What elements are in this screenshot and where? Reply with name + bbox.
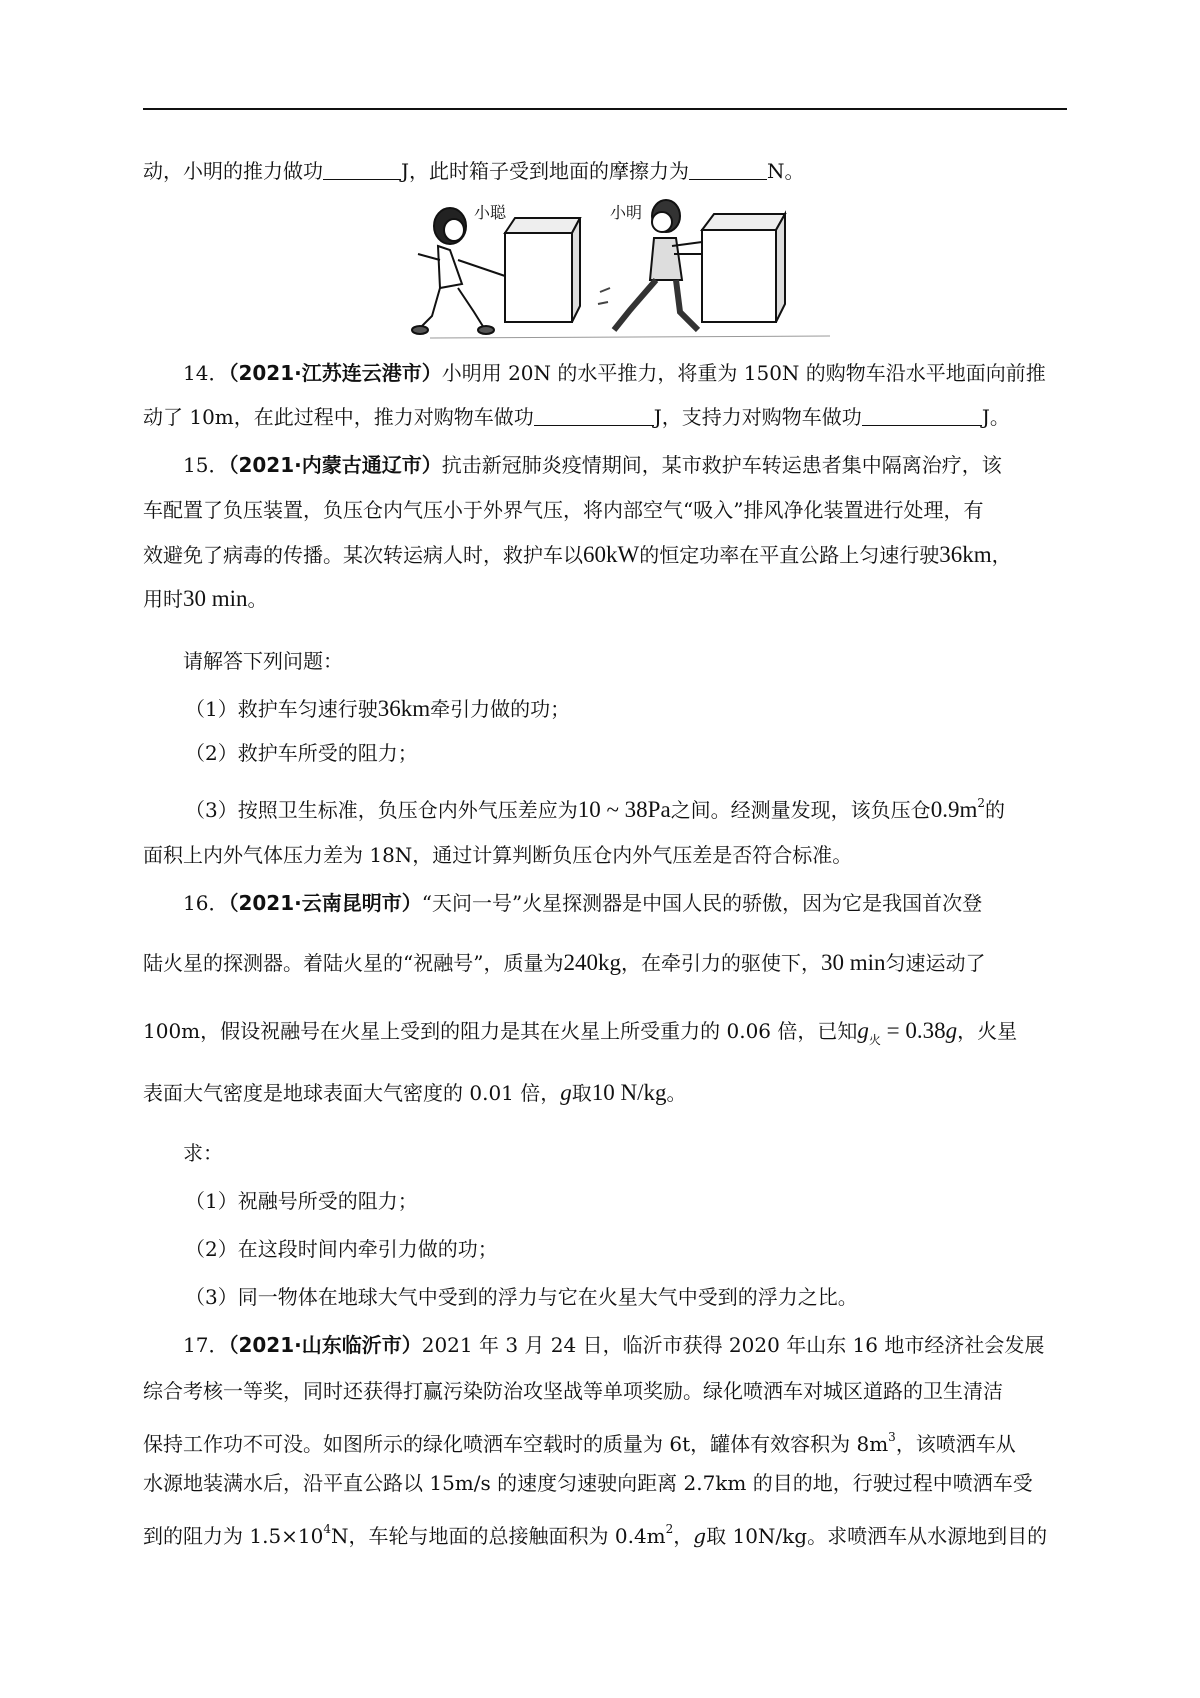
math-expression: 36km — [377, 696, 431, 721]
question-15-sub-2 — [143, 740, 1067, 766]
question-17-line-5 — [143, 1516, 1067, 1549]
question-source: （2021·内蒙古通辽市） — [228, 453, 442, 477]
question-text: 100m，假设祝融号在火星上受到的阻力是其在火星上所受重力的 0.06 倍，已知 — [143, 1019, 858, 1043]
question-text: J。 — [981, 405, 1010, 429]
question-14-line-1 — [143, 360, 1067, 386]
question-15-prompt — [143, 648, 1067, 674]
question-15-line-3 — [143, 542, 1067, 568]
question-15-line-4 — [143, 586, 1067, 612]
question-text: 的恒定功率在平直公路上匀速行驶 — [639, 543, 940, 567]
question-text: 水源地装满水后，沿平直公路以 15m/s 的速度匀速驶向距离 2.7km 的目的地，行驶过程中喷洒车受 — [143, 1471, 1033, 1495]
question-text: （1）祝融号所受的阻力； — [185, 1189, 418, 1213]
answer-blank[interactable] — [862, 407, 982, 426]
question-text: 用时 — [143, 587, 183, 611]
question-16-sub-2 — [143, 1236, 1067, 1262]
math-expression: 240kg — [563, 950, 621, 975]
question-16-line-3 — [143, 1018, 1067, 1053]
question-text: ，该喷洒车从 — [895, 1432, 1016, 1456]
math-variable: g — [560, 1080, 572, 1105]
question-text: ，火星 — [957, 1019, 1018, 1043]
question-source: （2021·江苏连云港市） — [228, 361, 442, 385]
subscript: 火 — [868, 1033, 881, 1047]
question-number: 15． — [183, 453, 229, 477]
question-text: 表面大气密度是地球表面大气密度的 0.01 倍， — [143, 1081, 561, 1105]
math-expression: 30 min — [183, 586, 248, 611]
question-text: （1）救护车匀速行驶 — [185, 697, 378, 721]
figure-label-right: 小明 — [610, 203, 643, 222]
question-text: 请解答下列问题： — [183, 649, 343, 673]
question-16-sub-3 — [143, 1284, 1067, 1310]
answer-blank[interactable] — [323, 161, 401, 180]
question-15-line-2 — [143, 497, 1067, 523]
math-expression: 10 N/kg — [591, 1080, 667, 1105]
question-text: 小明用 20N 的水平推力，将重为 150N 的购物车沿水平地面向前推 — [441, 361, 1046, 385]
question-17-line-1 — [143, 1332, 1067, 1358]
question-text: 取 — [571, 1081, 592, 1105]
question-15-sub-1 — [143, 696, 1067, 722]
question-text: 效避免了病毒的传播。某次转运病人时，救护车以 — [143, 543, 583, 567]
math-expression: 10 ~ 38Pa — [577, 797, 671, 822]
question-text: （2）救护车所受的阻力； — [185, 741, 418, 765]
q13-text: 动，小明的推力做功 — [143, 159, 323, 183]
question-text: 匀速运动了 — [885, 951, 986, 975]
math-variable: g — [945, 1018, 958, 1043]
question-16-prompt — [143, 1140, 1067, 1166]
question-source: （2021·山东临沂市） — [228, 1333, 422, 1357]
push-pull-figure — [410, 188, 850, 343]
answer-blank[interactable] — [534, 407, 654, 426]
question-text: 车配置了负压装置，负压仓内气压小于外界气压，将内部空气“吸入”排风净化装置进行处理，有 — [143, 498, 984, 522]
question-14-line-2 — [143, 404, 1067, 430]
question-text: J，支持力对购物车做功 — [653, 405, 862, 429]
question-15-line-1 — [143, 452, 1067, 478]
superscript: 3 — [888, 1430, 896, 1444]
question-source: （2021·云南昆明市） — [228, 891, 422, 915]
question-text: ，在牵引力的驱使下， — [620, 951, 821, 975]
question-text: 保持工作功不可没。如图所示的绿化喷洒车空载时的质量为 6t，罐体有效容积为 8m — [143, 1432, 889, 1456]
question-text: （3）按照卫生标准，负压仓内外气压差应为 — [185, 798, 578, 822]
question-15-sub-3 — [143, 790, 1067, 823]
question-text: 面积上内外气体压力差为 18N，通过计算判断负压仓内外气压差是否符合标准。 — [143, 843, 853, 867]
question-16-line-4 — [143, 1080, 1067, 1106]
question-text: 综合考核一等奖，同时还获得打赢污染防治攻坚战等单项奖励。绿化喷洒车对城区道路的卫生清洁 — [143, 1379, 1003, 1403]
figure-label-left: 小聪 — [474, 203, 507, 222]
q13-continuation — [143, 158, 1067, 184]
question-text: “天问一号”火星探测器是中国人民的骄傲，因为它是我国首次登 — [421, 891, 983, 915]
question-15-sub-3-cont — [143, 842, 1067, 868]
question-text: 牵引力做的功； — [430, 697, 571, 721]
math-expression: 30 min — [820, 950, 886, 975]
superscript: 4 — [323, 1522, 332, 1536]
question-text: 2021 年 3 月 24 日，临沂市获得 2020 年山东 16 地市经济社会发展 — [421, 1333, 1045, 1357]
question-text: 抗击新冠肺炎疫情期间，某市救护车转运患者集中隔离治疗，该 — [441, 453, 1002, 477]
girl-pulling-figure — [412, 208, 505, 334]
answer-blank[interactable] — [689, 161, 767, 180]
question-text: （2）在这段时间内牵引力做的功； — [185, 1237, 498, 1261]
question-text: 求： — [183, 1141, 223, 1165]
question-number: 14． — [183, 361, 229, 385]
q13-text: J，此时箱子受到地面的摩擦力为 — [401, 159, 690, 183]
question-text: 陆火星的探测器。着陆火星的“祝融号”，质量为 — [143, 951, 564, 975]
question-text: 。 — [247, 587, 268, 611]
q13-text: N。 — [767, 159, 805, 183]
left-box — [505, 218, 580, 322]
question-text: 取 10N/kg。求喷洒车从水源地到目的 — [706, 1524, 1048, 1548]
question-17-line-3 — [143, 1424, 1067, 1457]
question-17-line-2 — [143, 1378, 1067, 1404]
ground-line — [430, 336, 830, 338]
question-text: 的 — [984, 798, 1005, 822]
question-16-sub-1 — [143, 1188, 1067, 1214]
question-text: 到的阻力为 1.5×10 — [143, 1524, 324, 1548]
question-number: 17． — [183, 1333, 229, 1357]
question-text: ， — [673, 1524, 694, 1548]
question-text: N，车轮与地面的总接触面积为 0.4m — [331, 1524, 666, 1548]
question-16-line-2 — [143, 950, 1067, 976]
question-text: ， — [991, 543, 1012, 567]
question-number: 16． — [183, 891, 229, 915]
superscript: 2 — [977, 796, 985, 810]
question-text: 之间。经测量发现，该负压仓 — [670, 798, 931, 822]
question-17-line-4 — [143, 1470, 1067, 1496]
question-text: （3）同一物体在地球大气中受到的浮力与它在火星大气中受到的浮力之比。 — [185, 1285, 858, 1309]
question-text: 。 — [666, 1081, 687, 1105]
math-variable: g — [857, 1018, 869, 1043]
math-expression: 36km — [939, 542, 992, 567]
question-16-line-1 — [143, 890, 1067, 916]
superscript: 2 — [665, 1522, 674, 1536]
math-variable: g — [693, 1524, 707, 1548]
question-text: 动了 10m，在此过程中，推力对购物车做功 — [143, 405, 534, 429]
right-box — [702, 214, 785, 322]
header-rule — [143, 108, 1067, 110]
math-expression: = 0.38 — [880, 1018, 946, 1043]
math-expression: 60kW — [583, 542, 640, 567]
math-expression: 0.9m — [930, 797, 978, 822]
